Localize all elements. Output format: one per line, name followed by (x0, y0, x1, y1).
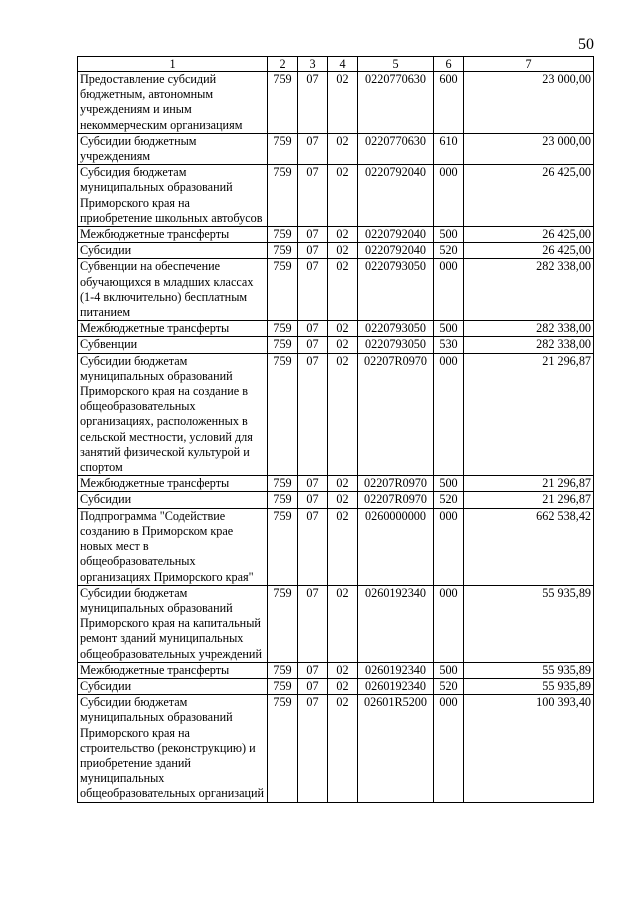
cell-name: Субсидии (78, 243, 268, 259)
cell-rz: 07 (298, 259, 328, 321)
cell-vr: 500 (434, 321, 464, 337)
cell-vr: 000 (434, 695, 464, 802)
cell-sum: 23 000,00 (464, 72, 594, 134)
table-row (78, 133, 594, 164)
cell-name: Субсидии бюджетам муниципальных образований Приморского края на строительство (реконструкцию) и приобретение зданий муниципальных общеобразовательных организаций (78, 695, 268, 802)
table-row (78, 337, 594, 353)
cell-sum: 21 296,87 (464, 492, 594, 508)
cell-rz: 07 (298, 321, 328, 337)
cell-rz: 07 (298, 695, 328, 802)
cell-pr: 02 (328, 72, 358, 134)
cell-sum: 55 935,89 (464, 662, 594, 678)
cell-csr: 0260192340 (358, 662, 434, 678)
cell-ved: 759 (268, 165, 298, 227)
cell-ved: 759 (268, 243, 298, 259)
cell-pr: 02 (328, 259, 358, 321)
cell-sum: 100 393,40 (464, 695, 594, 802)
cell-vr: 520 (434, 492, 464, 508)
column-header: 5 (358, 57, 434, 72)
cell-csr: 0220770630 (358, 72, 434, 134)
cell-ved: 759 (268, 585, 298, 662)
cell-rz: 07 (298, 353, 328, 476)
cell-vr: 000 (434, 585, 464, 662)
cell-pr: 02 (328, 662, 358, 678)
cell-vr: 520 (434, 678, 464, 694)
cell-pr: 02 (328, 165, 358, 227)
cell-ved: 759 (268, 259, 298, 321)
cell-ved: 759 (268, 133, 298, 164)
cell-pr: 02 (328, 243, 358, 259)
cell-vr: 600 (434, 72, 464, 134)
cell-ved: 759 (268, 508, 298, 585)
cell-sum: 23 000,00 (464, 133, 594, 164)
cell-pr: 02 (328, 695, 358, 802)
cell-csr: 0220792040 (358, 243, 434, 259)
cell-name: Субвенции на обеспечение обучающихся в младших классах (1-4 включительно) бесплатным питанием (78, 259, 268, 321)
cell-rz: 07 (298, 476, 328, 492)
cell-pr: 02 (328, 337, 358, 353)
cell-sum: 55 935,89 (464, 585, 594, 662)
cell-csr: 02601R5200 (358, 695, 434, 802)
cell-rz: 07 (298, 662, 328, 678)
cell-ved: 759 (268, 678, 298, 694)
table-row (78, 243, 594, 259)
cell-pr: 02 (328, 585, 358, 662)
cell-name: Межбюджетные трансферты (78, 662, 268, 678)
cell-pr: 02 (328, 678, 358, 694)
cell-name: Предоставление субсидий бюджетным, автономным учреждениям и иным некоммерческим организациям (78, 72, 268, 134)
cell-vr: 000 (434, 165, 464, 227)
table-row (78, 321, 594, 337)
cell-name: Субвенции (78, 337, 268, 353)
table-row (78, 695, 594, 802)
column-header: 7 (464, 57, 594, 72)
table-row (78, 585, 594, 662)
cell-pr: 02 (328, 508, 358, 585)
header-row (78, 57, 594, 72)
cell-csr: 0220793050 (358, 321, 434, 337)
cell-rz: 07 (298, 72, 328, 134)
cell-sum: 662 538,42 (464, 508, 594, 585)
cell-sum: 282 338,00 (464, 337, 594, 353)
cell-ved: 759 (268, 337, 298, 353)
cell-name: Субсидии бюджетным учреждениям (78, 133, 268, 164)
page-number: 50 (578, 36, 594, 53)
cell-rz: 07 (298, 227, 328, 243)
cell-name: Межбюджетные трансферты (78, 476, 268, 492)
cell-vr: 520 (434, 243, 464, 259)
table-row (78, 165, 594, 227)
cell-rz: 07 (298, 133, 328, 164)
cell-name: Подпрограмма "Содействие созданию в Приморском крае новых мест в общеобразовательных организациях Приморского края" (78, 508, 268, 585)
cell-rz: 07 (298, 678, 328, 694)
table-row (78, 492, 594, 508)
cell-name: Субсидия бюджетам муниципальных образований Приморского края на приобретение школьных автобусов (78, 165, 268, 227)
cell-ved: 759 (268, 662, 298, 678)
cell-csr: 0220770630 (358, 133, 434, 164)
cell-csr: 0220792040 (358, 165, 434, 227)
table-row (78, 227, 594, 243)
cell-ved: 759 (268, 476, 298, 492)
cell-rz: 07 (298, 508, 328, 585)
cell-ved: 759 (268, 321, 298, 337)
cell-ved: 759 (268, 353, 298, 476)
cell-rz: 07 (298, 165, 328, 227)
cell-vr: 530 (434, 337, 464, 353)
cell-name: Субсидии бюджетам муниципальных образований Приморского края на капитальный ремонт зданий муниципальных общеобразовательных учреждений (78, 585, 268, 662)
cell-sum: 26 425,00 (464, 243, 594, 259)
budget-table (77, 56, 594, 803)
cell-name: Субсидии бюджетам муниципальных образований Приморского края на создание в общеобразовательных организациях, расположенных в сельской местности, условий для занятий физической культурой и спортом (78, 353, 268, 476)
cell-name: Межбюджетные трансферты (78, 321, 268, 337)
cell-csr: 0260192340 (358, 585, 434, 662)
table-row (78, 353, 594, 476)
cell-name: Субсидии (78, 678, 268, 694)
cell-csr: 02207R0970 (358, 492, 434, 508)
cell-csr: 0260192340 (358, 678, 434, 694)
cell-sum: 282 338,00 (464, 321, 594, 337)
cell-ved: 759 (268, 72, 298, 134)
column-header: 1 (78, 57, 268, 72)
table-row (78, 678, 594, 694)
cell-name: Межбюджетные трансферты (78, 227, 268, 243)
cell-csr: 02207R0970 (358, 353, 434, 476)
cell-vr: 500 (434, 662, 464, 678)
cell-pr: 02 (328, 476, 358, 492)
cell-sum: 26 425,00 (464, 227, 594, 243)
column-header: 4 (328, 57, 358, 72)
cell-csr: 02207R0970 (358, 476, 434, 492)
cell-vr: 500 (434, 227, 464, 243)
cell-pr: 02 (328, 227, 358, 243)
cell-name: Субсидии (78, 492, 268, 508)
cell-sum: 21 296,87 (464, 353, 594, 476)
cell-sum: 282 338,00 (464, 259, 594, 321)
column-header: 6 (434, 57, 464, 72)
cell-rz: 07 (298, 337, 328, 353)
cell-ved: 759 (268, 492, 298, 508)
cell-sum: 26 425,00 (464, 165, 594, 227)
cell-pr: 02 (328, 492, 358, 508)
table-row (78, 259, 594, 321)
cell-rz: 07 (298, 492, 328, 508)
table-row (78, 476, 594, 492)
cell-vr: 500 (434, 476, 464, 492)
column-header: 2 (268, 57, 298, 72)
cell-pr: 02 (328, 321, 358, 337)
cell-vr: 610 (434, 133, 464, 164)
cell-sum: 21 296,87 (464, 476, 594, 492)
cell-csr: 0220793050 (358, 259, 434, 321)
table-row (78, 662, 594, 678)
cell-sum: 55 935,89 (464, 678, 594, 694)
cell-ved: 759 (268, 695, 298, 802)
cell-rz: 07 (298, 585, 328, 662)
cell-ved: 759 (268, 227, 298, 243)
cell-csr: 0220792040 (358, 227, 434, 243)
cell-csr: 0220793050 (358, 337, 434, 353)
table-row (78, 72, 594, 134)
cell-pr: 02 (328, 133, 358, 164)
cell-vr: 000 (434, 353, 464, 476)
table-row (78, 508, 594, 585)
table-body (78, 72, 594, 803)
cell-rz: 07 (298, 243, 328, 259)
column-header: 3 (298, 57, 328, 72)
cell-pr: 02 (328, 353, 358, 476)
cell-vr: 000 (434, 508, 464, 585)
cell-csr: 0260000000 (358, 508, 434, 585)
cell-vr: 000 (434, 259, 464, 321)
